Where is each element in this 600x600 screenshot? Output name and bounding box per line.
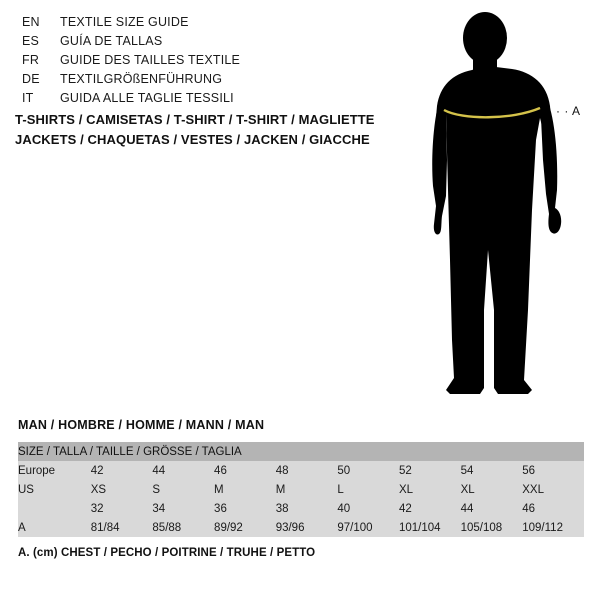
cell-value: 34: [152, 499, 214, 518]
row-label: Europe: [18, 461, 91, 480]
male-silhouette-figure: [400, 10, 600, 400]
cell-value: 48: [276, 461, 338, 480]
cell-value: L: [337, 480, 399, 499]
category-headings: [15, 110, 415, 150]
cell-value: XXL: [522, 480, 584, 499]
table-footnote: A. (cm) CHEST / PECHO / POITRINE / TRUHE / PETTO: [18, 547, 316, 559]
cell-value: 52: [399, 461, 461, 480]
language-code: IT: [22, 91, 34, 105]
table-header-row: [18, 442, 584, 461]
cell-value: 44: [152, 461, 214, 480]
language-row: [22, 34, 402, 53]
table-row: [18, 499, 584, 518]
cell-value: 42: [399, 499, 461, 518]
chest-marker-letter: A: [572, 104, 581, 118]
size-table: [18, 442, 584, 537]
cell-value: 105/108: [461, 518, 523, 537]
cell-value: 97/100: [337, 518, 399, 537]
table-title: MAN / HOMBRE / HOMME / MANN / MAN: [18, 418, 265, 432]
cell-value: 40: [337, 499, 399, 518]
language-row: [22, 15, 402, 34]
table-header-label: SIZE / TALLA / TAILLE / GRÖSSE / TAGLIA: [18, 442, 584, 461]
cell-value: XL: [461, 480, 523, 499]
cell-value: 42: [91, 461, 153, 480]
language-text: GUIDE DES TAILLES TEXTILE: [60, 53, 241, 67]
row-label: A: [18, 518, 91, 537]
language-row: [22, 53, 402, 72]
cell-value: 56: [522, 461, 584, 480]
chest-marker-label: [556, 104, 581, 118]
silhouette-body: [432, 12, 561, 394]
cell-value: XL: [399, 480, 461, 499]
cell-value: 38: [276, 499, 338, 518]
language-text: TEXTILGRÖßENFÜHRUNG: [60, 72, 223, 86]
chest-marker-dots: · ·: [556, 104, 569, 118]
cell-value: 46: [522, 499, 584, 518]
cell-value: 32: [91, 499, 153, 518]
language-row: [22, 72, 402, 91]
language-code: FR: [22, 53, 40, 67]
language-code: ES: [22, 34, 40, 48]
language-list: [22, 15, 402, 110]
cell-value: 89/92: [214, 518, 276, 537]
language-text: GUÍA DE TALLAS: [60, 34, 163, 48]
language-code: DE: [22, 72, 40, 86]
language-code: EN: [22, 15, 40, 29]
row-label: US: [18, 480, 91, 499]
cell-value: M: [276, 480, 338, 499]
cell-value: M: [214, 480, 276, 499]
cell-value: 44: [461, 499, 523, 518]
category-tshirts: T-SHIRTS / CAMISETAS / T-SHIRT / T-SHIRT / MAGLIETTE: [15, 112, 375, 127]
table-row: [18, 480, 584, 499]
cell-value: 54: [461, 461, 523, 480]
category-jackets: JACKETS / CHAQUETAS / VESTES / JACKEN / GIACCHE: [15, 132, 370, 147]
cell-value: S: [152, 480, 214, 499]
cell-value: 85/88: [152, 518, 214, 537]
cell-value: 81/84: [91, 518, 153, 537]
language-row: [22, 91, 402, 110]
language-text: GUIDA ALLE TAGLIE TESSILI: [60, 91, 234, 105]
cell-value: 93/96: [276, 518, 338, 537]
table-row: [18, 518, 584, 537]
row-label: [18, 499, 91, 518]
cell-value: 50: [337, 461, 399, 480]
cell-value: 46: [214, 461, 276, 480]
language-text: TEXTILE SIZE GUIDE: [60, 15, 189, 29]
cell-value: 36: [214, 499, 276, 518]
cell-value: 109/112: [522, 518, 584, 537]
table-row: [18, 461, 584, 480]
cell-value: 101/104: [399, 518, 461, 537]
cell-value: XS: [91, 480, 153, 499]
